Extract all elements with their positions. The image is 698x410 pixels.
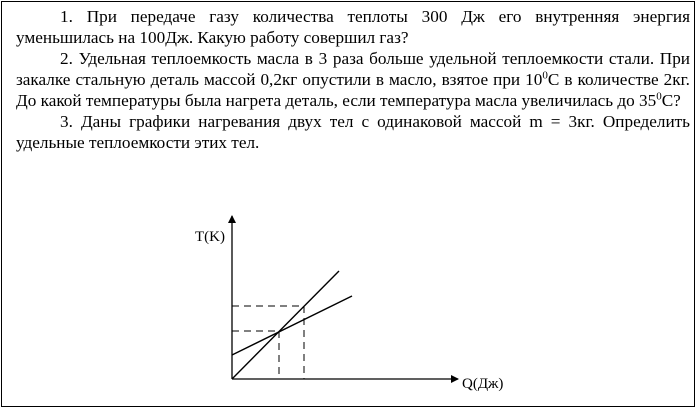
degree-superscript-2: 0 xyxy=(656,90,662,103)
problem-2 xyxy=(16,48,690,111)
problem-3 xyxy=(16,111,690,153)
problem-2-text-part-1: Удельная теплоемкость масла в 3 раза больше удельной теплоемкости стали. При закалке стальную деталь массой 0,2кг опустили в масло, взятое при 10 xyxy=(16,49,691,89)
problem-3-number: 3. xyxy=(60,112,73,131)
y-axis-label: T(K) xyxy=(195,229,225,245)
page-frame xyxy=(1,1,695,407)
graph-line-steep xyxy=(232,271,339,379)
problem-2-text-part-3: С? xyxy=(661,91,681,110)
problem-2-text-part-2: С в количестве 2кг. До какой температуры была нагрета деталь, если температура масла увеличилась до 35 xyxy=(16,70,690,110)
graph-line-shallow xyxy=(232,296,352,355)
problem-1-text: При передаче газу количества теплоты 300 Дж его внутренняя энергия уменьшилась на 100Дж. Какую работу совершил газ? xyxy=(16,7,691,47)
problem-3-text: Даны графики нагревания двух тел с одинаковой массой m = 3кг. Определить удельные теплоемкости этих тел. xyxy=(16,112,690,152)
problem-1-number: 1. xyxy=(60,7,73,26)
problem-list xyxy=(16,6,690,153)
degree-superscript-1: 0 xyxy=(542,69,548,82)
problem-1 xyxy=(16,6,690,48)
problem-2-number: 2. xyxy=(60,49,73,68)
x-axis-label: Q(Дж) xyxy=(462,376,504,392)
heating-graph xyxy=(182,202,542,402)
